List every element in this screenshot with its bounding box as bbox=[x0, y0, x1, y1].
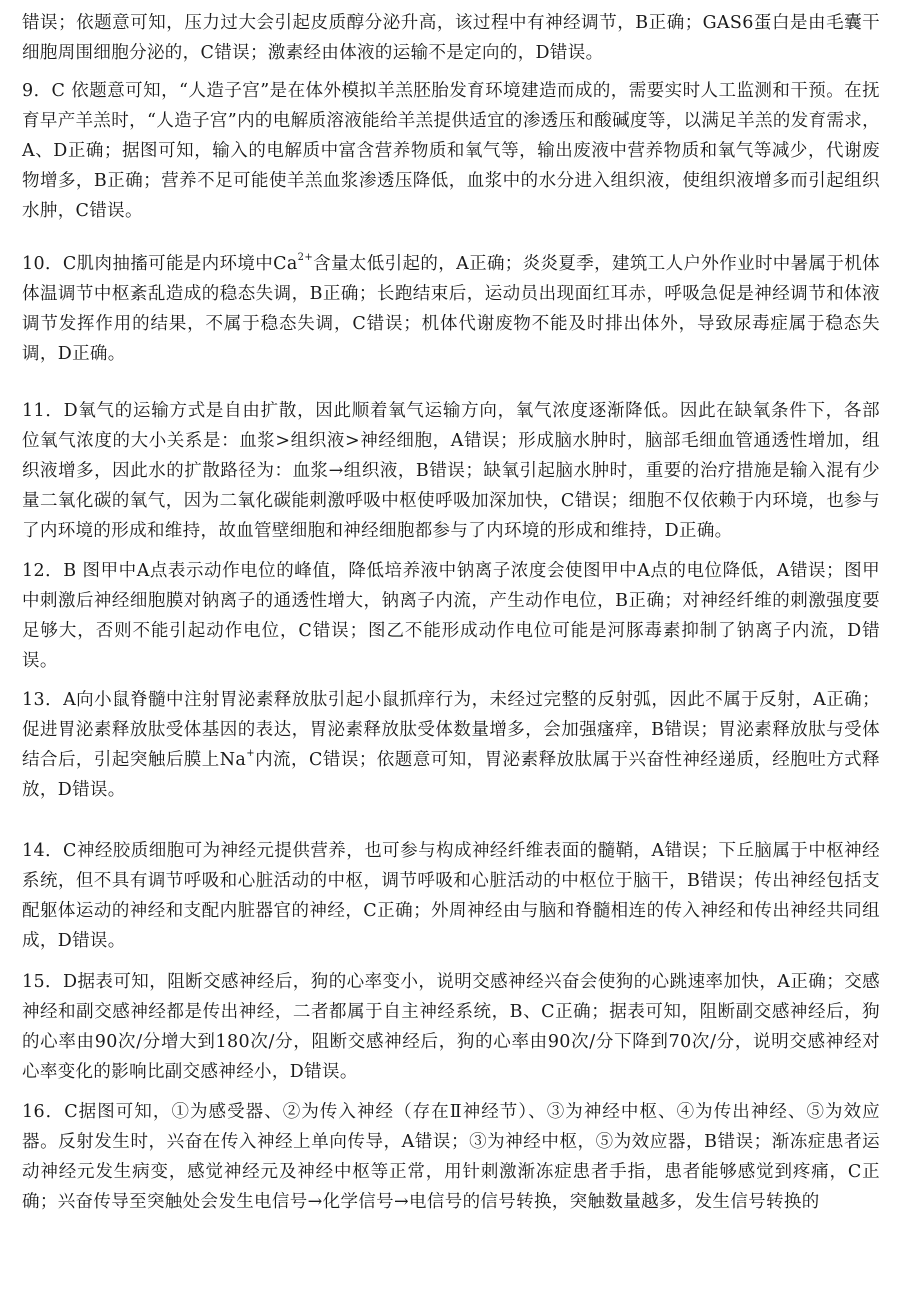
answer-10-text-a: 10．C肌肉抽搐可能是内环境中Ca bbox=[22, 254, 298, 274]
answer-13-superscript: + bbox=[246, 748, 255, 759]
answer-13-text-b: 内流，C错误；依题意可知，胃泌素释放肽属于兴奋性神经递质，经胞吐方式释放，D错误。 bbox=[22, 750, 881, 800]
paragraph-continued: 错误；依题意可知，压力过大会引起皮质醇分泌升高，该过程中有神经调节，B正确；GAS6蛋白是由毛囊干细胞周围细胞分泌的，C错误；激素经由体液的运输不是定向的，D错误。 bbox=[22, 13, 880, 63]
answer-13-text-a: 13．A向小鼠脊髓中注射胃泌素释放肽引起小鼠抓痒行为，未经过完整的反射弧，因此不属于反射，A正确；促进胃泌素释放肽受体基因的表达，胃泌素释放肽受体数量增多，会加强瘙痒，B错误；胃泌素释放肽与受体结合后，引起突触后膜上Na bbox=[22, 690, 880, 770]
answer-10 bbox=[22, 249, 880, 369]
answer-16: 16．C据图可知，①为感受器、②为传入神经（存在Ⅱ神经节）、③为神经中枢、④为传出神经、⑤为效应器。反射发生时，兴奋在传入神经上单向传导，A错误；③为神经中枢，⑤为效应器，B错误；渐冻症患者运动神经元发生病变，感觉神经元及神经中枢等正常，用针刺激渐冻症患者手指，患者能够感觉到疼痛，C正确；兴奋传导至突触处会发生电信号→化学信号→电信号的信号转换，突触数量越多，发生信号转换的 bbox=[22, 1102, 880, 1212]
answer-15: 15．D据表可知，阻断交感神经后，狗的心率变小，说明交感神经兴奋会使狗的心跳速率加快，A正确；交感神经和副交感神经都是传出神经，二者都属于自主神经系统，B、C正确；据表可知，阻断副交感神经后，狗的心率由90次/分增大到180次/分，阻断交感神经后，狗的心率由90次/分下降到70次/分，说明交感神经对心率变化的影响比副交感神经小，D错误。 bbox=[22, 972, 880, 1082]
answer-10-superscript: 2+ bbox=[297, 252, 314, 263]
answer-12: 12．B 图甲中A点表示动作电位的峰值，降低培养液中钠离子浓度会使图甲中A点的电位降低，A错误；图甲中刺激后神经细胞膜对钠离子的通透性增大，钠离子内流，产生动作电位，B正确；对神经纤维的刺激强度要足够大，否则不能引起动作电位，C错误；图乙不能形成动作电位可能是河豚毒素抑制了钠离子内流，D错误。 bbox=[22, 561, 880, 671]
answer-14: 14．C神经胶质细胞可为神经元提供营养，也可参与构成神经纤维表面的髓鞘，A错误；下丘脑属于中枢神经系统，但不具有调节呼吸和心脏活动的中枢，调节呼吸和心脏活动的中枢位于脑干，B错误；传出神经包括支配躯体运动的神经和支配内脏器官的神经，C正确；外周神经由与脑和脊髓相连的传入神经和传出神经共同组成，D错误。 bbox=[22, 841, 880, 951]
answer-11: 11．D氧气的运输方式是自由扩散，因此顺着氧气运输方向，氧气浓度逐渐降低。因此在缺氧条件下，各部位氧气浓度的大小关系是：血浆>组织液>神经细胞，A错误；形成脑水肿时，脑部毛细血管通透性增加，组织液增多，因此水的扩散路径为：血浆→组织液，B错误；缺氧引起脑水肿时，重要的治疗措施是输入混有少量二氧化碳的氧气，因为二氧化碳能刺激呼吸中枢使呼吸加深加快，C错误；细胞不仅依赖于内环境，也参与了内环境的形成和维持，故血管壁细胞和神经细胞都参与了内环境的形成和维持，D正确。 bbox=[22, 401, 880, 541]
answer-10-text-b: 含量太低引起的，A正确；炎炎夏季，建筑工人户外作业时中暑属于机体体温调节中枢紊乱造成的稳态失调，B正确；长跑结束后，运动员出现面红耳赤，呼吸急促是神经调节和体液调节发挥作用的结果，不属于稳态失调，C错误；机体代谢废物不能及时排出体外，导致尿毒症属于稳态失调，D正确。 bbox=[22, 254, 880, 364]
answer-9: 9．C 依题意可知，“人造子宫”是在体外模拟羊羔胚胎发育环境建造而成的，需要实时人工监测和干预。在抚育早产羊羔时，“人造子宫”内的电解质溶液能给羊羔提供适宜的渗透压和酸碱度等，以满足羊羔的发育需求，A、D正确；据图可知，输入的电解质中富含营养物质和氧气等，输出废液中营养物质和氧气等减少，代谢废物增多，B正确；营养不足可能使羊羔血浆渗透压降低，血浆中的水分进入组织液，使组织液增多而引起组织水肿，C错误。 bbox=[22, 81, 880, 221]
answer-13 bbox=[22, 685, 880, 805]
